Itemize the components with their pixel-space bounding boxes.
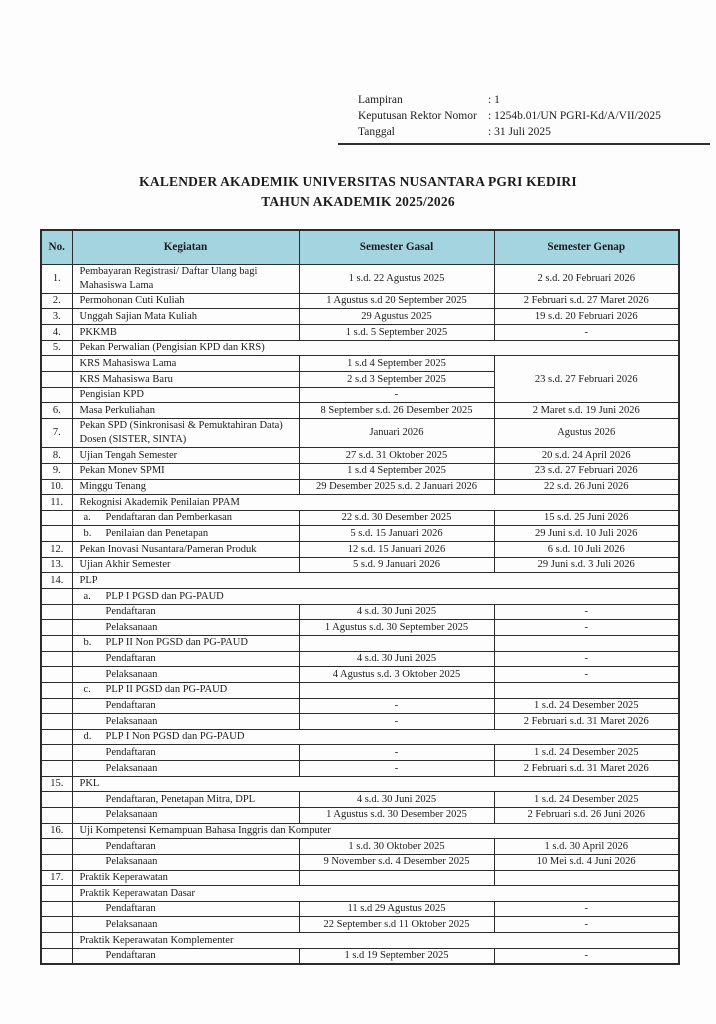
semester-gasal-cell: 1 s.d 4 September 2025: [299, 463, 494, 479]
row-number-cell: [41, 807, 72, 823]
kegiatan-cell: Pengisian KPD: [72, 387, 299, 403]
semester-genap-cell: 2 Februari s.d. 31 Maret 2026: [494, 761, 679, 777]
table-row: [41, 557, 679, 573]
kegiatan-cell: Minggu Tenang: [72, 479, 299, 495]
semester-gasal-cell: 1 s.d. 30 Oktober 2025: [299, 839, 494, 855]
table-row: [41, 682, 679, 698]
row-number-cell: 8.: [41, 448, 72, 464]
row-number-cell: 16.: [41, 823, 72, 839]
row-number-cell: [41, 714, 72, 730]
lampiran-value: : 1: [488, 94, 500, 106]
table-row: [41, 448, 679, 464]
semester-genap-cell: 2 Februari s.d. 31 Maret 2026: [494, 714, 679, 730]
row-number-cell: 6.: [41, 403, 72, 419]
semester-gasal-cell: 1 Agustus s.d 20 September 2025: [299, 293, 494, 309]
table-row: [41, 635, 679, 651]
row-number-cell: [41, 682, 72, 698]
kegiatan-cell: a. Pendaftaran dan Pemberkasan: [72, 510, 299, 526]
semester-genap-cell: -: [494, 667, 679, 683]
semester-genap-cell: 2 Februari s.d. 27 Maret 2026: [494, 293, 679, 309]
kegiatan-cell: Pekan SPD (Sinkronisasi & Pemuktahiran Data) Dosen (SISTER, SINTA): [72, 418, 299, 447]
row-number-cell: [41, 698, 72, 714]
semester-genap-cell: -: [494, 901, 679, 917]
kegiatan-cell: Unggah Sajian Mata Kuliah: [72, 309, 299, 325]
item-letter: b.: [83, 527, 92, 539]
table-row: [41, 573, 679, 589]
table-row: [41, 463, 679, 479]
kegiatan-cell: c. PLP II PGSD dan PG-PAUD: [72, 682, 299, 698]
kegiatan-cell: Pelaksanaan: [72, 854, 299, 870]
table-row: [41, 325, 679, 341]
semester-genap-cell: 2 Februari s.d. 26 Juni 2026: [494, 807, 679, 823]
semester-gasal-cell: 1 s.d 4 September 2025: [299, 356, 494, 372]
semester-gasal-cell: 2 s.d 3 September 2025: [299, 372, 494, 388]
row-number-cell: [41, 667, 72, 683]
kegiatan-cell: Pelaksanaan: [72, 761, 299, 777]
semester-genap-cell: -: [494, 604, 679, 620]
academic-calendar-table: [40, 229, 680, 965]
semester-gasal-cell: 12 s.d. 15 Januari 2026: [299, 542, 494, 558]
page-title-line2: TAHUN AKADEMIK 2025/2026: [261, 193, 455, 209]
table-header: [41, 230, 679, 264]
row-number-cell: [41, 854, 72, 870]
header-kegiatan: Kegiatan: [72, 230, 299, 264]
semester-gasal-cell: Januari 2026: [299, 418, 494, 447]
table-row: [41, 356, 679, 372]
row-number-cell: 13.: [41, 557, 72, 573]
table-row: [41, 948, 679, 964]
item-letter: a.: [83, 512, 91, 524]
kegiatan-cell: Permohonan Cuti Kuliah: [72, 293, 299, 309]
table-row: [41, 418, 679, 447]
semester-gasal-cell: 4 Agustus s.d. 3 Oktober 2025: [299, 667, 494, 683]
semester-genap-cell: 10 Mei s.d. 4 Juni 2026: [494, 854, 679, 870]
semester-genap-cell: -: [494, 948, 679, 964]
semester-genap-cell: 29 Juni s.d. 3 Juli 2026: [494, 557, 679, 573]
semester-genap-cell: [494, 682, 679, 698]
kegiatan-cell: Pekan Perwalian (Pengisian KPD dan KRS): [72, 340, 679, 356]
semester-gasal-cell: [299, 682, 494, 698]
kegiatan-cell: KRS Mahasiswa Baru: [72, 372, 299, 388]
kegiatan-cell: Praktik Keperawatan Dasar: [72, 886, 679, 902]
table-row: [41, 714, 679, 730]
row-number-cell: [41, 620, 72, 636]
semester-gasal-cell: 9 November s.d. 4 Desember 2025: [299, 854, 494, 870]
kegiatan-cell: Praktik Keperawatan Komplementer: [72, 933, 679, 949]
semester-gasal-cell: 8 September s.d. 26 Desember 2025: [299, 403, 494, 419]
semester-genap-cell: 1 s.d. 30 April 2026: [494, 839, 679, 855]
keputusan-label: Keputusan Rektor Nomor: [358, 110, 477, 123]
row-number-cell: 12.: [41, 542, 72, 558]
row-number-cell: [41, 651, 72, 667]
row-number-cell: 9.: [41, 463, 72, 479]
header-semester-genap: Semester Genap: [494, 230, 679, 264]
kegiatan-cell: Pendaftaran: [72, 745, 299, 761]
row-number-cell: [41, 526, 72, 542]
semester-gasal-cell: -: [299, 761, 494, 777]
table-header-row: [41, 230, 679, 264]
table-row: [41, 870, 679, 886]
semester-genap-cell: 2 s.d. 20 Februari 2026: [494, 264, 679, 293]
kegiatan-cell: Pendaftaran: [72, 604, 299, 620]
semester-genap-cell: -: [494, 325, 679, 341]
table-row: [41, 807, 679, 823]
semester-gasal-cell: 4 s.d. 30 Juni 2025: [299, 792, 494, 808]
semester-genap-cell: 29 Juni s.d. 10 Juli 2026: [494, 526, 679, 542]
kegiatan-cell: PKKMB: [72, 325, 299, 341]
table-row: [41, 823, 679, 839]
table-body: [41, 264, 679, 964]
page-title: [0, 172, 716, 211]
table-row: [41, 933, 679, 949]
kegiatan-cell: Uji Kompetensi Kemampuan Bahasa Inggris dan Komputer: [72, 823, 679, 839]
kegiatan-cell: Pelaksanaan: [72, 714, 299, 730]
table-row: [41, 901, 679, 917]
kegiatan-cell: Pendaftaran: [72, 948, 299, 964]
semester-gasal-cell: [299, 870, 494, 886]
row-number-cell: 4.: [41, 325, 72, 341]
semester-gasal-cell: 29 Agustus 2025: [299, 309, 494, 325]
kegiatan-cell: Pelaksanaan: [72, 807, 299, 823]
table-row: [41, 792, 679, 808]
row-number-cell: 15.: [41, 776, 72, 792]
row-number-cell: 10.: [41, 479, 72, 495]
kegiatan-cell: Pelaksanaan: [72, 620, 299, 636]
kegiatan-cell: Pelaksanaan: [72, 917, 299, 933]
semester-gasal-cell: 4 s.d. 30 Juni 2025: [299, 604, 494, 620]
letterhead-row-keputusan: [338, 108, 710, 124]
semester-gasal-cell: 22 s.d. 30 Desember 2025: [299, 510, 494, 526]
table-row: [41, 340, 679, 356]
row-number-cell: [41, 745, 72, 761]
lampiran-label: Lampiran: [358, 94, 403, 106]
kegiatan-cell: Ujian Akhir Semester: [72, 557, 299, 573]
semester-genap-cell: 15 s.d. 25 Juni 2026: [494, 510, 679, 526]
row-number-cell: [41, 356, 72, 372]
semester-gasal-cell: 5 s.d. 9 Januari 2026: [299, 557, 494, 573]
kegiatan-cell: Pembayaran Registrasi/ Daftar Ulang bagi Mahasiswa Lama: [72, 264, 299, 293]
semester-genap-cell: 6 s.d. 10 Juli 2026: [494, 542, 679, 558]
row-number-cell: [41, 510, 72, 526]
semester-genap-cell: 23 s.d. 27 Februari 2026: [494, 463, 679, 479]
table-row: [41, 620, 679, 636]
row-number-cell: [41, 933, 72, 949]
row-number-cell: [41, 372, 72, 388]
row-number-cell: [41, 635, 72, 651]
row-number-cell: [41, 761, 72, 777]
letterhead: [338, 92, 710, 145]
table-row: [41, 651, 679, 667]
table-row: [41, 917, 679, 933]
row-number-cell: [41, 839, 72, 855]
semester-genap-cell: Agustus 2026: [494, 418, 679, 447]
table-row: [41, 542, 679, 558]
semester-gasal-cell: 1 Agustus s.d. 30 Desember 2025: [299, 807, 494, 823]
row-number-cell: 5.: [41, 340, 72, 356]
kegiatan-cell: Pekan Inovasi Nusantara/Pameran Produk: [72, 542, 299, 558]
semester-genap-cell: 1 s.d. 24 Desember 2025: [494, 792, 679, 808]
letterhead-row-lampiran: [338, 92, 710, 108]
row-number-cell: [41, 792, 72, 808]
item-letter: a.: [83, 590, 91, 602]
item-letter: d.: [83, 731, 92, 743]
semester-gasal-cell: 4 s.d. 30 Juni 2025: [299, 651, 494, 667]
row-number-cell: 1.: [41, 264, 72, 293]
kegiatan-cell: Pendaftaran: [72, 839, 299, 855]
table-row: [41, 839, 679, 855]
row-number-cell: [41, 604, 72, 620]
kegiatan-cell: Pekan Monev SPMI: [72, 463, 299, 479]
semester-genap-cell: 20 s.d. 24 April 2026: [494, 448, 679, 464]
semester-gasal-cell: 5 s.d. 15 Januari 2026: [299, 526, 494, 542]
letterhead-row-tanggal: [338, 124, 710, 140]
kegiatan-cell: PLP: [72, 573, 679, 589]
kegiatan-cell: Praktik Keperawatan: [72, 870, 299, 886]
row-number-cell: 2.: [41, 293, 72, 309]
kegiatan-cell: b. Penilaian dan Penetapan: [72, 526, 299, 542]
semester-gasal-cell: 22 September s.d 11 Oktober 2025: [299, 917, 494, 933]
tanggal-label: Tanggal: [358, 126, 395, 139]
keputusan-value: : 1254b.01/UN PGRI-Kd/A/VII/2025: [488, 110, 661, 123]
row-number-cell: [41, 917, 72, 933]
table-row: [41, 293, 679, 309]
semester-gasal-cell: 1 Agustus s.d. 30 September 2025: [299, 620, 494, 636]
kegiatan-cell: Pendaftaran, Penetapan Mitra, DPL: [72, 792, 299, 808]
kegiatan-cell: Pendaftaran: [72, 901, 299, 917]
table-row: [41, 761, 679, 777]
semester-gasal-cell: 27 s.d. 31 Oktober 2025: [299, 448, 494, 464]
semester-genap-cell: -: [494, 651, 679, 667]
semester-gasal-cell: 1 s.d. 5 September 2025: [299, 325, 494, 341]
semester-genap-cell: [494, 870, 679, 886]
semester-gasal-cell: 29 Desember 2025 s.d. 2 Januari 2026: [299, 479, 494, 495]
kegiatan-cell: d. PLP I Non PGSD dan PG-PAUD: [72, 729, 679, 745]
row-number-cell: [41, 948, 72, 964]
header-no: No.: [41, 230, 72, 264]
semester-genap-cell: [494, 635, 679, 651]
semester-genap-cell: 1 s.d. 24 Desember 2025: [494, 698, 679, 714]
semester-gasal-cell: -: [299, 745, 494, 761]
semester-genap-cell: 19 s.d. 20 Februari 2026: [494, 309, 679, 325]
table-row: [41, 403, 679, 419]
tanggal-value: : 31 Juli 2025: [488, 126, 551, 139]
table-row: [41, 589, 679, 605]
semester-genap-cell: -: [494, 620, 679, 636]
row-number-cell: [41, 729, 72, 745]
semester-genap-cell: -: [494, 917, 679, 933]
table-row: [41, 526, 679, 542]
table-row: [41, 745, 679, 761]
table-row: [41, 886, 679, 902]
row-number-cell: 14.: [41, 573, 72, 589]
kegiatan-cell: Pendaftaran: [72, 651, 299, 667]
table-row: [41, 698, 679, 714]
header-semester-gasal: Semester Gasal: [299, 230, 494, 264]
table-row: [41, 854, 679, 870]
item-letter: c.: [83, 684, 91, 696]
kegiatan-cell: Masa Perkuliahan: [72, 403, 299, 419]
kegiatan-cell: a. PLP I PGSD dan PG-PAUD: [72, 589, 679, 605]
table-row: [41, 604, 679, 620]
semester-gasal-cell: -: [299, 387, 494, 403]
semester-genap-cell: 22 s.d. 26 Juni 2026: [494, 479, 679, 495]
kegiatan-cell: b. PLP II Non PGSD dan PG-PAUD: [72, 635, 299, 651]
kegiatan-cell: PKL: [72, 776, 679, 792]
table-row: [41, 495, 679, 511]
table-row: [41, 510, 679, 526]
row-number-cell: 3.: [41, 309, 72, 325]
semester-gasal-cell: 11 s.d 29 Agustus 2025: [299, 901, 494, 917]
semester-gasal-cell: [299, 635, 494, 651]
semester-genap-cell: 1 s.d. 24 Desember 2025: [494, 745, 679, 761]
semester-genap-cell: 23 s.d. 27 Februari 2026: [494, 356, 679, 403]
kegiatan-cell: KRS Mahasiswa Lama: [72, 356, 299, 372]
semester-genap-cell: 2 Maret s.d. 19 Juni 2026: [494, 403, 679, 419]
kegiatan-cell: Pendaftaran: [72, 698, 299, 714]
table-row: [41, 729, 679, 745]
row-number-cell: 17.: [41, 870, 72, 886]
page-title-line1: KALENDER AKADEMIK UNIVERSITAS NUSANTARA PGRI KEDIRI: [139, 174, 577, 189]
row-number-cell: [41, 901, 72, 917]
row-number-cell: 7.: [41, 418, 72, 447]
table-row: [41, 479, 679, 495]
table-row: [41, 309, 679, 325]
table-row: [41, 264, 679, 293]
kegiatan-cell: Pelaksanaan: [72, 667, 299, 683]
row-number-cell: [41, 387, 72, 403]
row-number-cell: [41, 589, 72, 605]
table-row: [41, 667, 679, 683]
semester-gasal-cell: -: [299, 714, 494, 730]
kegiatan-cell: Rekognisi Akademik Penilaian PPAM: [72, 495, 679, 511]
row-number-cell: [41, 886, 72, 902]
semester-gasal-cell: -: [299, 698, 494, 714]
row-number-cell: 11.: [41, 495, 72, 511]
kegiatan-cell: Ujian Tengah Semester: [72, 448, 299, 464]
item-letter: b.: [83, 637, 92, 649]
semester-gasal-cell: 1 s.d. 22 Agustus 2025: [299, 264, 494, 293]
table-row: [41, 776, 679, 792]
semester-gasal-cell: 1 s.d 19 September 2025: [299, 948, 494, 964]
